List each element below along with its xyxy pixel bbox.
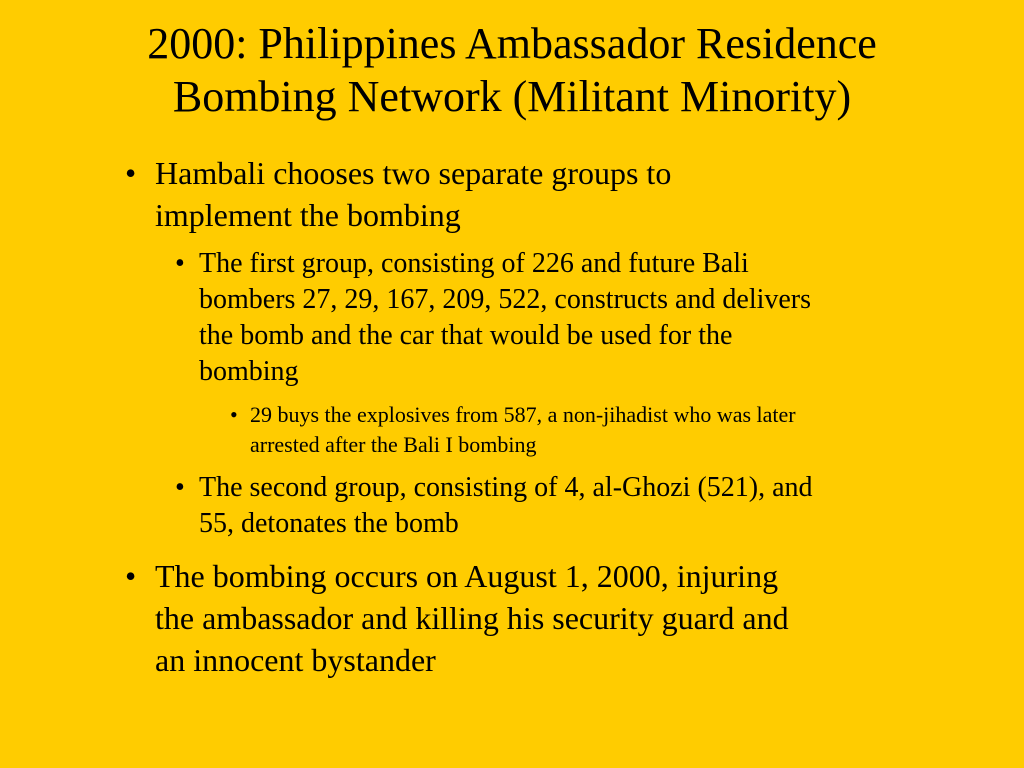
- bullet-marker: •: [125, 558, 137, 594]
- bullet-line: 29 buys the explosives from 587, a non-jihadist who was later: [250, 402, 796, 427]
- bullet-marker: •: [175, 248, 185, 279]
- bullet-line: The bombing occurs on August 1, 2000, injuring: [155, 558, 779, 594]
- slide-title-line-1: 2000: Philippines Ambassador Residence: [147, 19, 877, 68]
- bullet-item-explosives: [230, 400, 995, 460]
- bullet-item-second-group: [175, 470, 989, 542]
- bullet-item-first-group: [175, 246, 989, 390]
- bullet-line: bombers 27, 29, 167, 209, 522, constructs and delivers: [199, 284, 812, 315]
- bullet-line: implement the bombing: [155, 197, 461, 233]
- bullet-line: bombing: [199, 356, 299, 387]
- bullet-line: The second group, consisting of 4, al-Ghozi (521), and: [199, 472, 813, 503]
- bullet-line: 55, detonates the bomb: [199, 508, 459, 539]
- bullet-marker: •: [230, 402, 238, 427]
- bullet-line: Hambali chooses two separate groups to: [155, 155, 672, 191]
- slide-title: [20, 18, 1004, 124]
- bullet-marker: •: [125, 155, 137, 191]
- bullet-item-bombing-date: [125, 555, 985, 681]
- slide-title-line-2: Bombing Network (Militant Minority): [172, 71, 852, 121]
- bullet-marker: •: [175, 472, 185, 503]
- bullet-line: the ambassador and killing his security guard and: [155, 600, 789, 636]
- bullet-line: the bomb and the car that would be used for the: [199, 320, 733, 351]
- bullet-item-hambali: [125, 152, 985, 236]
- bullet-line: arrested after the Bali I bombing: [250, 432, 537, 457]
- bullet-line: an innocent bystander: [155, 642, 436, 678]
- bullet-line: The first group, consisting of 226 and future Bali: [199, 248, 749, 279]
